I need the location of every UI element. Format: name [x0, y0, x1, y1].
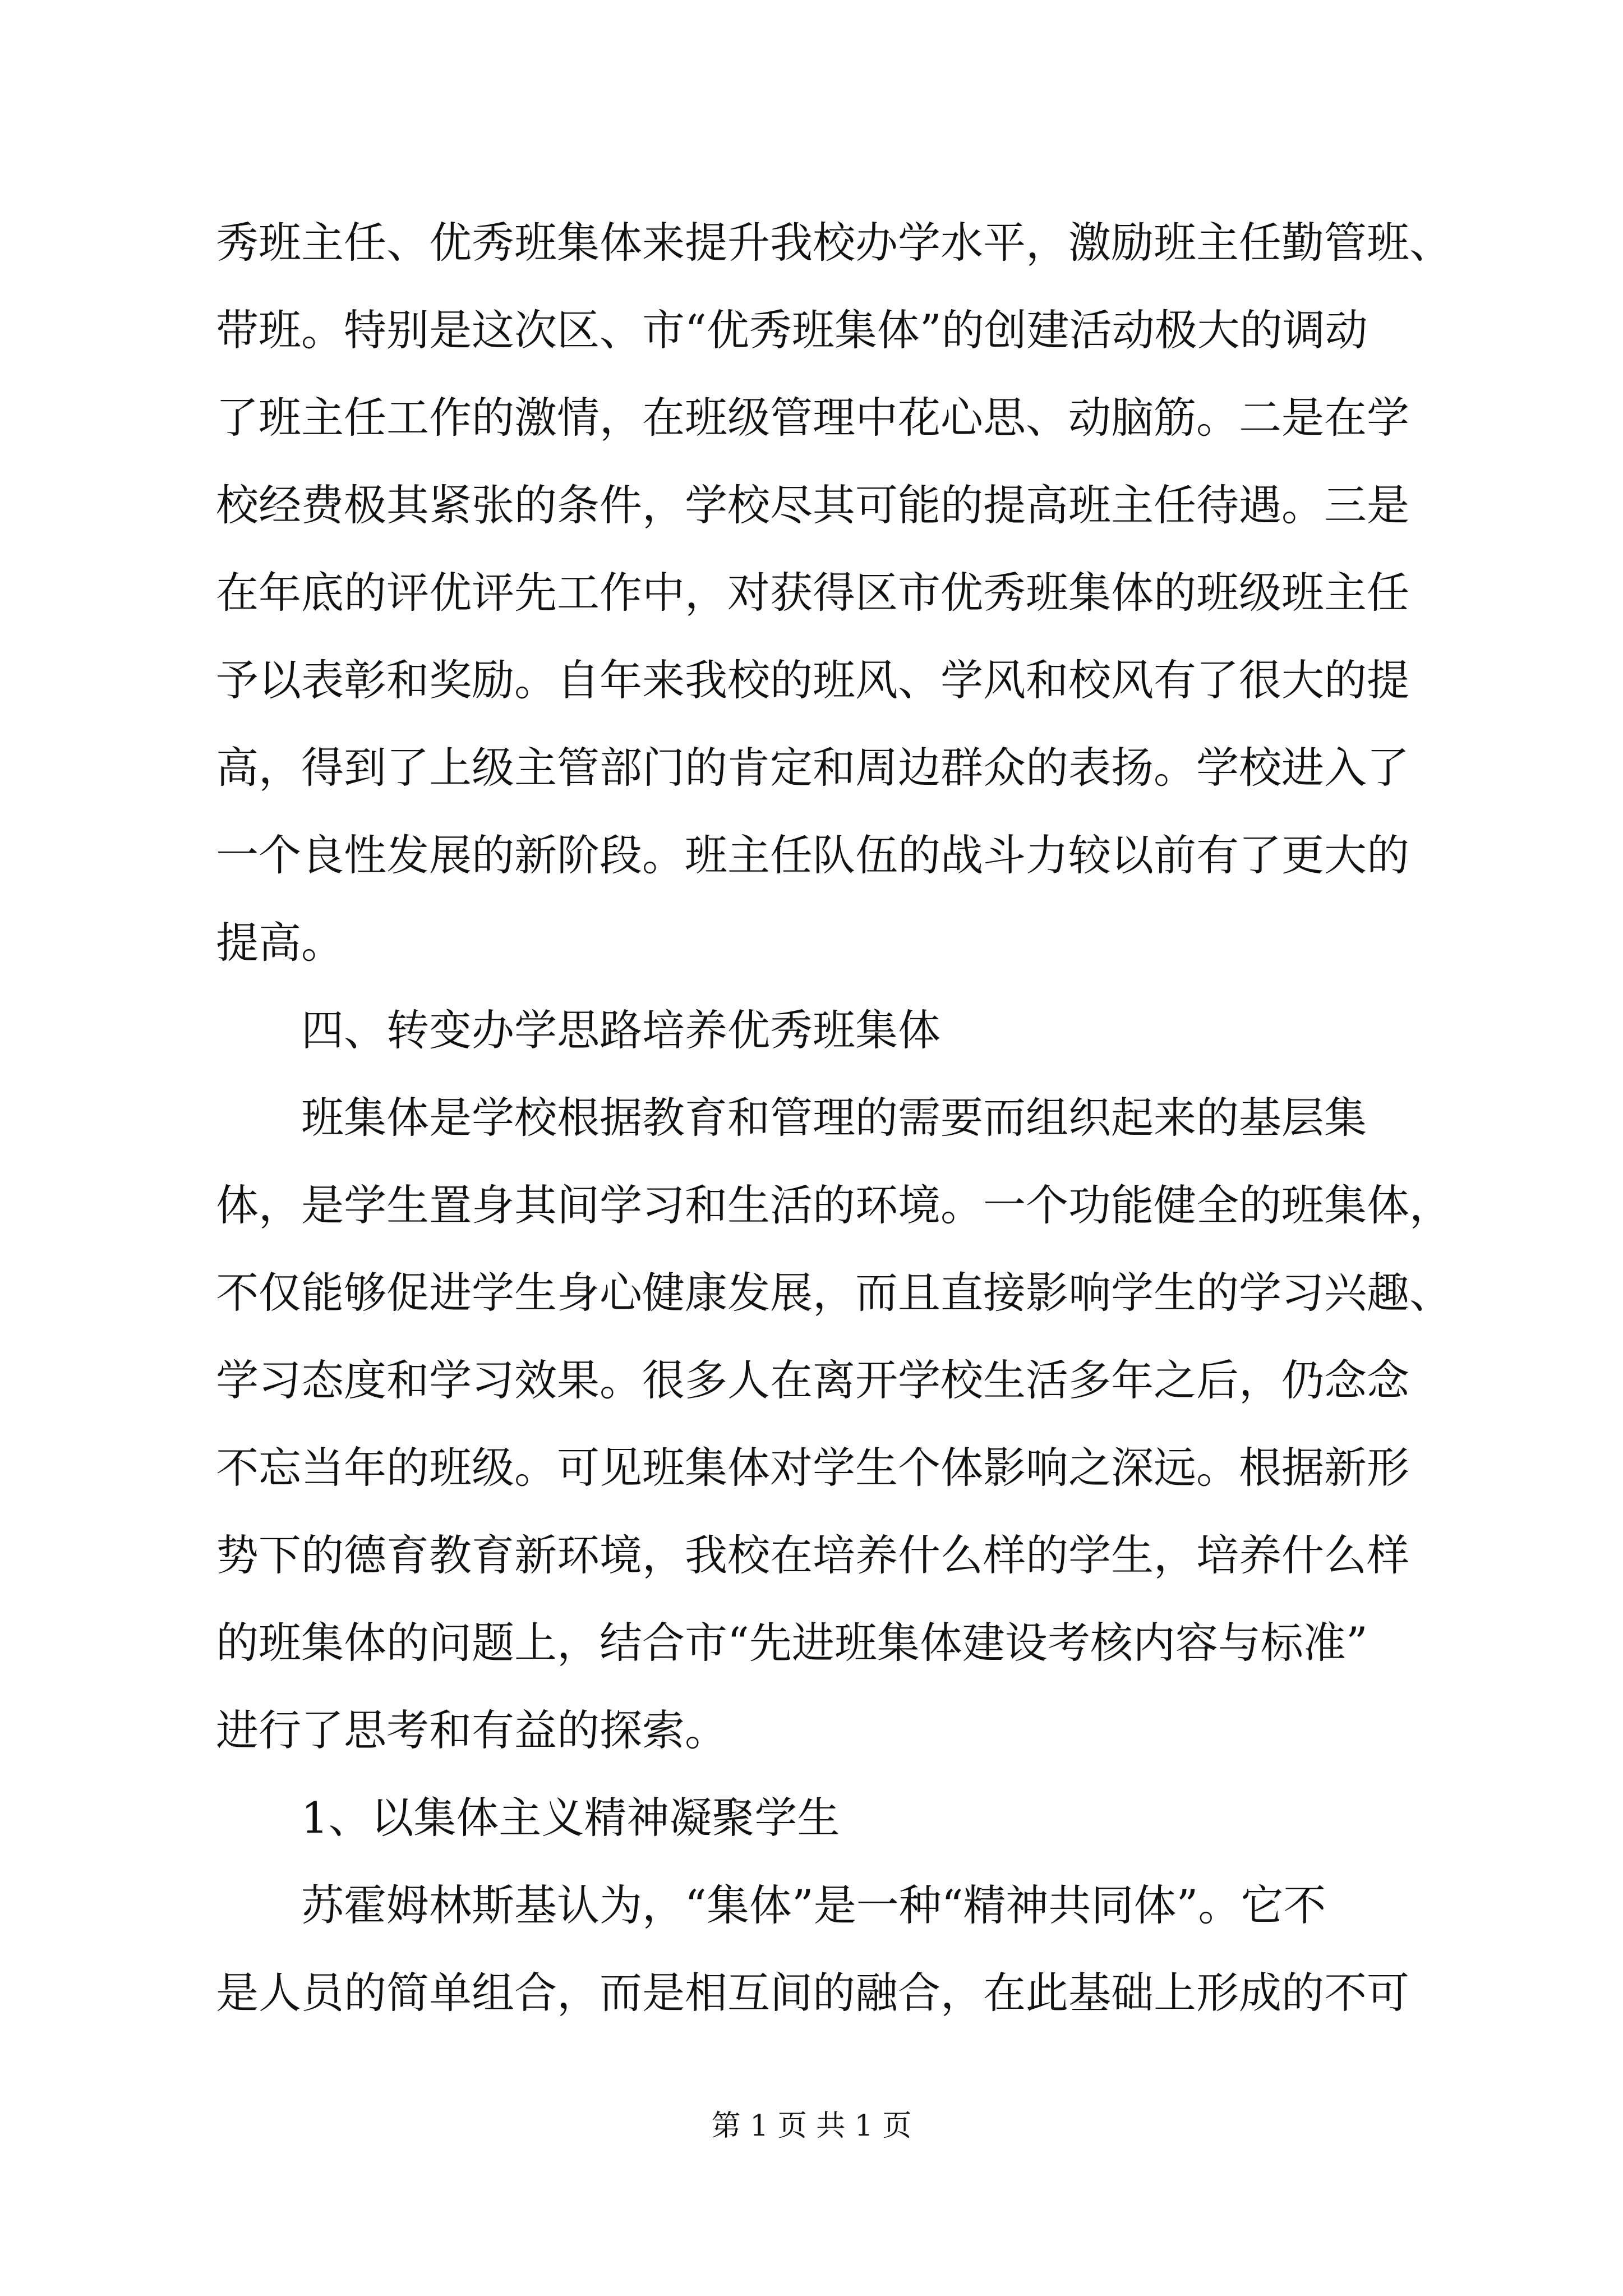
text-line: 苏霍姆林斯基认为，“集体”是一种“精神共同体”。它不 [216, 1880, 1326, 1930]
text-line: 予以表彰和奖励。自年来我校的班风、学风和校风有了很大的提 [216, 655, 1409, 705]
text-line: 一个良性发展的新阶段。班主任队伍的战斗力较以前有了更大的 [216, 830, 1409, 880]
text-line: 班集体是学校根据教育和管理的需要而组织起来的基层集 [216, 1093, 1367, 1143]
text-line: 体，是学生置身其间学习和生活的环境。一个功能健全的班集体， [216, 1180, 1452, 1230]
text-line: 不仅能够促进学生身心健康发展，而且直接影响学生的学习兴趣、 [216, 1268, 1452, 1318]
text-line: 了班主任工作的激情，在班级管理中花心思、动脑筋。二是在学 [216, 393, 1409, 443]
text-line: 秀班主任、优秀班集体来提升我校办学水平，激励班主任勤管班、 [216, 218, 1452, 268]
subsection-heading: 1、以集体主义精神凝聚学生 [216, 1793, 840, 1843]
text-line: 高，得到了上级主管部门的肯定和周边群众的表扬。学校进入了 [216, 743, 1409, 793]
text-line: 势下的德育教育新环境，我校在培养什么样的学生，培养什么样 [216, 1530, 1409, 1580]
text-line: 在年底的评优评先工作中，对获得区市优秀班集体的班级班主任 [216, 568, 1409, 618]
page-number-footer: 第 1 页 共 1 页 [711, 2109, 912, 2143]
text-line: 校经费极其紧张的条件，学校尽其可能的提高班主任待遇。三是 [216, 480, 1409, 530]
section-heading: 四、转变办学思路培养优秀班集体 [216, 1005, 940, 1055]
document-body [216, 199, 1452, 2037]
text-line: 是人员的简单组合，而是相互间的融合，在此基础上形成的不可 [216, 1968, 1409, 2018]
text-line: 进行了思考和有益的探索。 [216, 1705, 727, 1755]
text-line: 不忘当年的班级。可见班集体对学生个体影响之深远。根据新形 [216, 1443, 1409, 1493]
text-line: 提高。 [216, 918, 344, 968]
text-line: 的班集体的问题上，结合市“先进班集体建设考核内容与标准” [216, 1618, 1368, 1668]
text-line: 带班。特别是这次区、市“优秀班集体”的创建活动极大的调动 [216, 305, 1368, 355]
text-line: 学习态度和学习效果。很多人在离开学校生活多年之后，仍念念 [216, 1355, 1409, 1405]
